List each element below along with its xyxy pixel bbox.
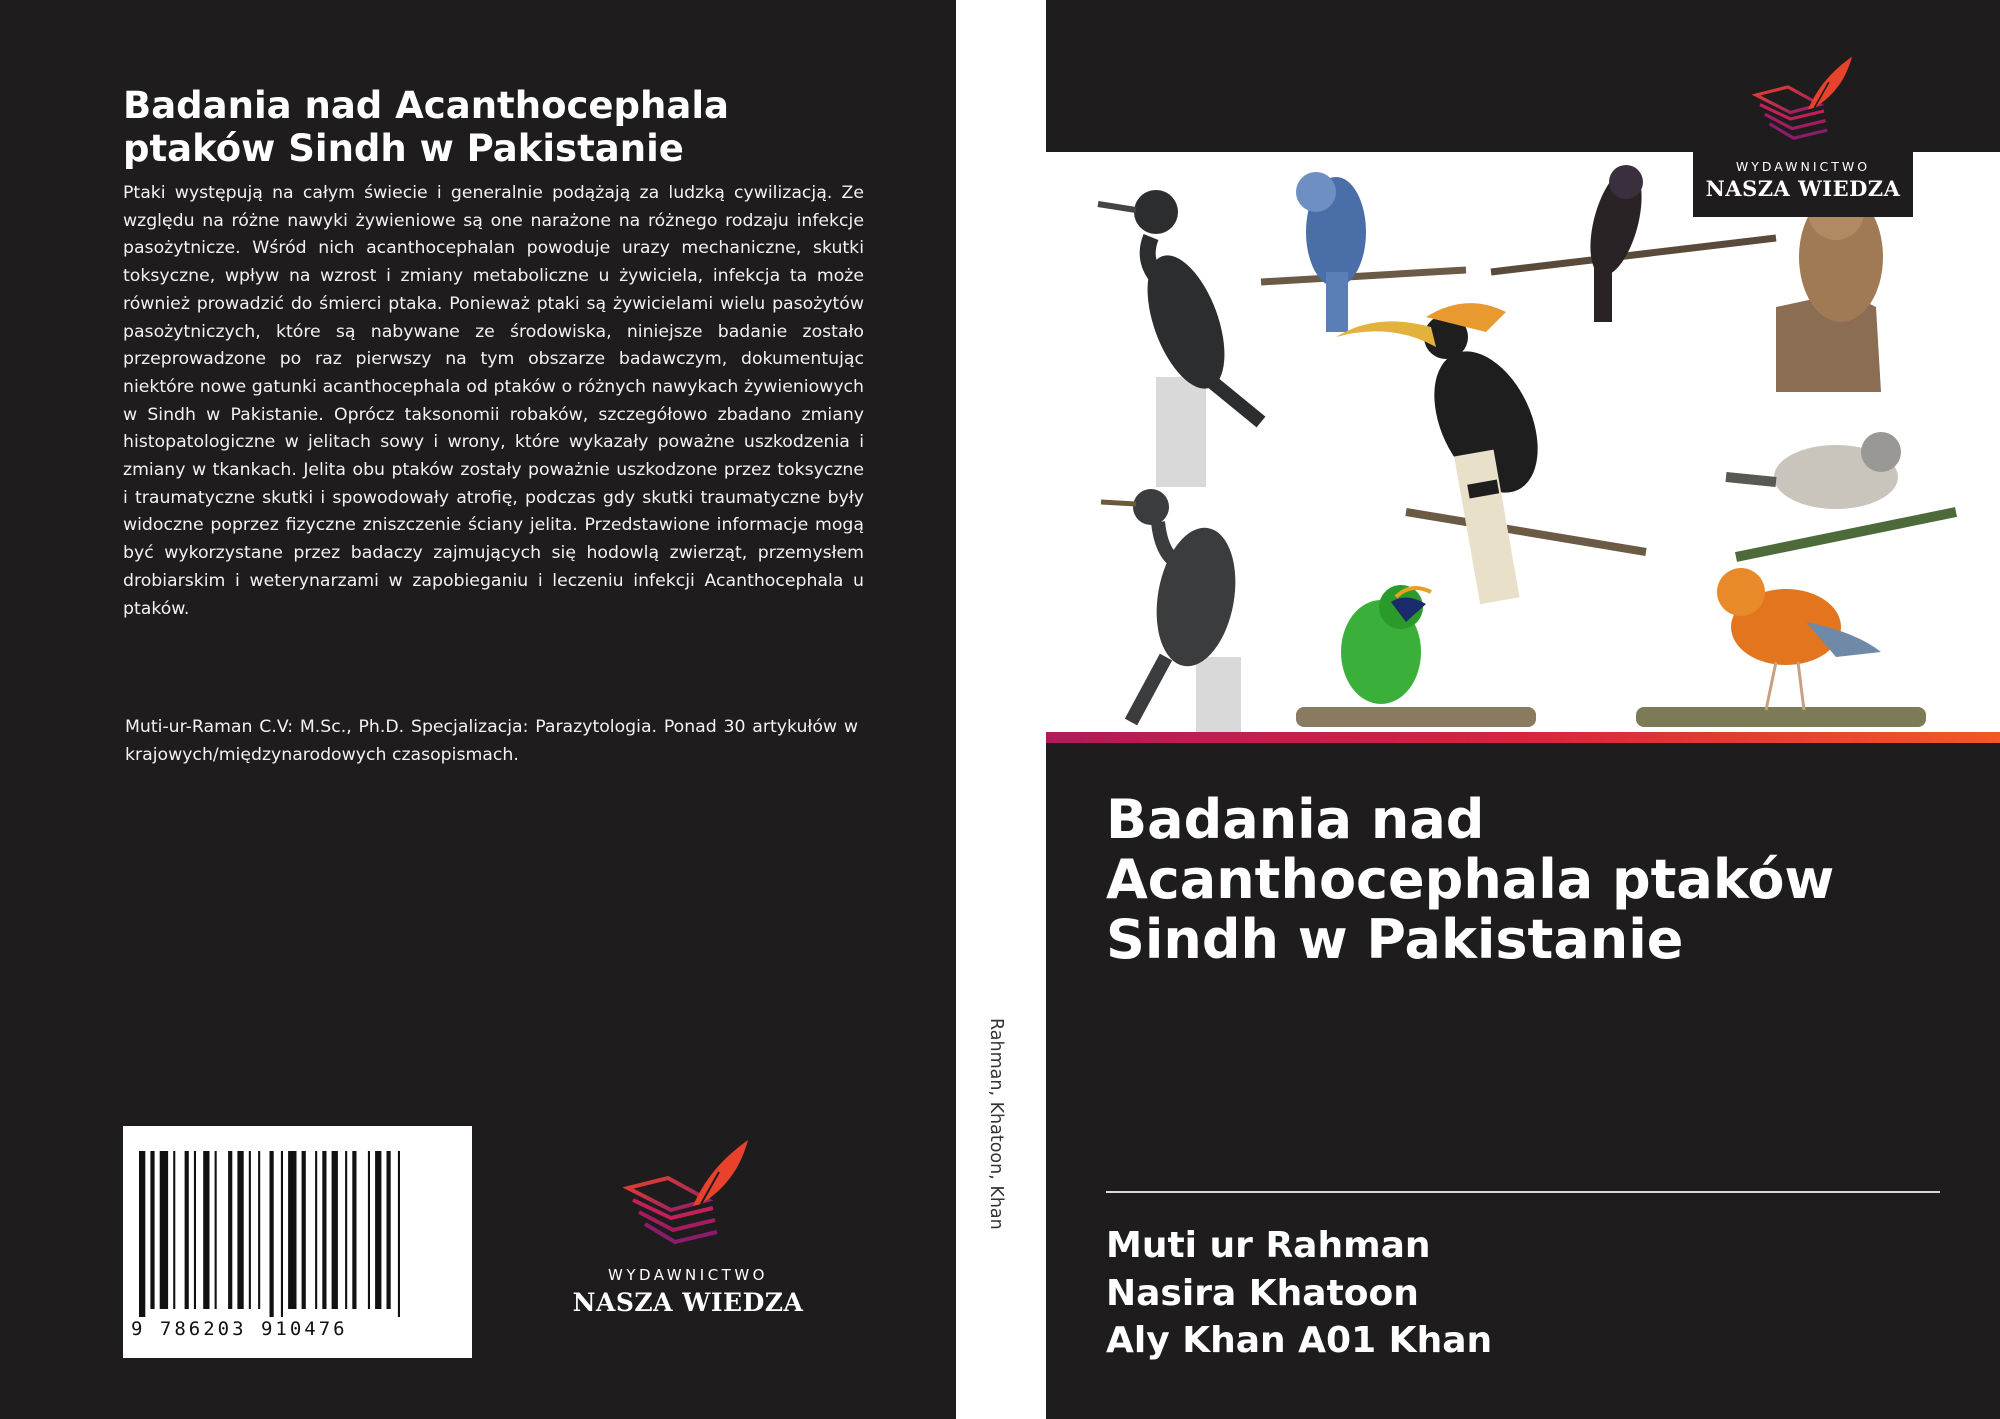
spine-authors: Rahman, Khatoon, Khan: [986, 1018, 1006, 1230]
front-publisher-logo: [1693, 55, 1913, 217]
barcode-bar: [368, 1151, 370, 1309]
barcode-bars: [137, 1151, 459, 1317]
birds-photo: [1046, 152, 2000, 732]
publisher-label-small: WYDAWNICTWO: [608, 1266, 768, 1284]
author-name: Muti ur Rahman: [1106, 1225, 1431, 1266]
author-bio: Muti-ur-Raman C.V: M.Sc., Ph.D. Specjalizacja: Parazytologia. Ponad 30 artykułów w krajowych/międzynarodowych czasopismach.: [125, 717, 858, 765]
accent-bar: [1046, 732, 2000, 743]
barcode-bar: [315, 1151, 317, 1309]
book-quill-icon: [1748, 55, 1860, 155]
barcode-bar: [139, 1151, 145, 1317]
barcode-bar: [185, 1151, 189, 1309]
isbn-barcode: [123, 1126, 472, 1358]
barcode-bar: [215, 1151, 217, 1309]
barcode-bar: [288, 1151, 296, 1309]
isbn-digits: 9 786203 910476: [131, 1318, 348, 1340]
title-divider: [1106, 1191, 1940, 1193]
barcode-bar: [249, 1151, 251, 1309]
barcode-bar: [237, 1151, 243, 1309]
barcode-bar: [258, 1151, 260, 1309]
barcode-bar: [281, 1151, 283, 1317]
barcode-bar: [173, 1151, 175, 1309]
back-cover-title: Badania nad Acanthocephala ptaków Sindh w Pakistanie: [123, 84, 729, 170]
barcode-bar: [270, 1151, 274, 1317]
barcode-bar: [160, 1151, 168, 1309]
barcode-bar: [302, 1151, 306, 1309]
author-name: Nasira Khatoon: [1106, 1272, 1419, 1314]
barcode-bar: [345, 1151, 347, 1309]
author-name: Aly Khan A01 Khan: [1106, 1320, 1493, 1361]
barcode-bar: [194, 1151, 196, 1309]
birds-illustration: [1046, 152, 2000, 732]
barcode-bar: [203, 1151, 209, 1309]
author-list: [1106, 1222, 1492, 1365]
barcode-bar: [352, 1151, 356, 1309]
barcode-bar: [150, 1151, 154, 1309]
front-cover-title: Badania nad Acanthocephala ptaków Sindh w Pakistanie: [1106, 788, 1835, 971]
barcode-bar: [398, 1151, 400, 1317]
barcode-bar: [387, 1151, 391, 1309]
barcode-bar: [322, 1151, 326, 1309]
barcode-bar: [228, 1151, 232, 1309]
barcode-bar: [375, 1151, 381, 1309]
publisher-label-big: NASZA WIEDZA: [572, 1288, 804, 1317]
publisher-label-big: NASZA WIEDZA: [1705, 176, 1901, 201]
barcode-bar: [332, 1151, 338, 1309]
publisher-label-small: WYDAWNICTWO: [1735, 159, 1871, 174]
book-quill-icon: [623, 1138, 753, 1263]
back-publisher-logo: [568, 1126, 808, 1326]
back-cover-blurb: Ptaki występują na całym świecie i generalnie podążają za ludzką cywilizacją. Ze względu na różne nawyki żywieniowe są one narażone na różnego rodzaju infekcje pasożytnicze. Wśród nich acanthocephalan powoduje urazy mechaniczne, skutki toksyczne, wpływ na wzrost i zmiany metaboliczne u żywiciela, infekcja ta może również prowadzić do śmierci ptaka. Ponieważ ptaki są żywicielami wielu pasożytów pasożytniczych, które są nabywane ze środowiska, niniejsze badanie zostało przeprowadzone po raz pierwszy na tym obszarze badawczym, dokumentując niektóre nowe gatunki acanthocephala od ptaków o różnych nawykach żywieniowych w Sindh w Pakistanie. Oprócz taksonomii robaków, szczegółowo zbadano zmiany histopatologiczne w jelitach sowy i wrony, które wykazały poważne uszkodzenia i zmiany w tkankach. Jelita obu ptaków zostały poważnie uszkodzone przez toksyczne i traumatyczne skutki i spowodowały atrofię, podczas gdy skutki traumatyczne były widoczne poprzez fizyczne zniszczenie ściany jelita. Przedstawione informacje mogą być wykorzystane przez badaczy zajmujących się hodowlą zwierząt, przemysłem drobiarskim i weterynarzami w zapobieganiu i leczeniu infekcji Acanthocephala u ptaków.: [123, 183, 864, 619]
